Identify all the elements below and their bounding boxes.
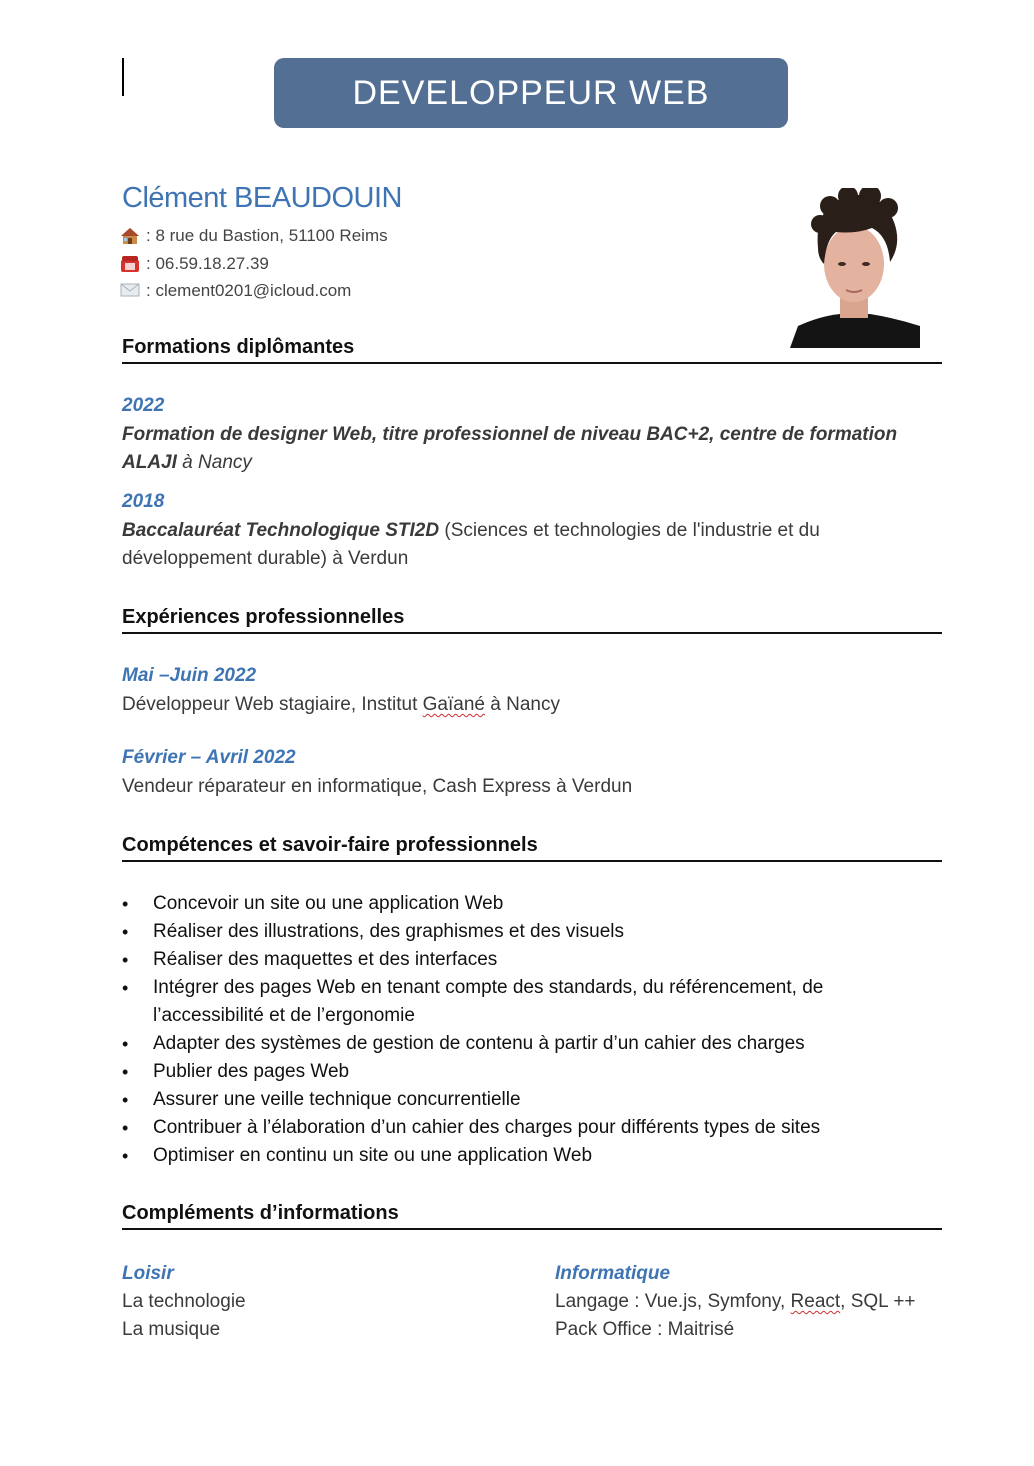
skills-list [122,890,973,1170]
experience-desc-1 [122,691,952,719]
address-line [120,226,388,246]
spellcheck-word: React [790,1291,841,1312]
formation-location-1: à Nancy [176,452,252,473]
loisir-title: Loisir [122,1263,174,1284]
section-complements-title: Compléments d’informations [122,1202,942,1230]
loisir-item-1: La technologie [122,1291,246,1312]
list-item: • Optimiser en continu un site ou une application Web [153,1142,973,1170]
candidate-name: Clément BEAUDOUIN [122,182,402,214]
formation-desc-2 [122,517,952,573]
envelope-icon [120,282,142,300]
section-competences-title: Compétences et savoir-faire professionnels [122,834,942,862]
spellcheck-word: Gaïané [422,694,485,715]
house-icon [120,227,142,245]
list-item: • Intégrer des pages Web en tenant compte des standards, du référencement, de l’accessibilité et de l’ergonomie [153,974,973,1030]
formation-desc-1 [122,421,952,477]
experience-desc-2: Vendeur réparateur en informatique, Cash Express à Verdun [122,776,633,797]
formation-year-2: 2018 [122,491,165,512]
section-formations-title: Formations diplômantes [122,336,942,364]
list-item: • Concevoir un site ou une application Web [153,890,973,918]
experience-location-1: à Nancy [484,694,560,715]
phone-text: : 06.59.18.27.39 [146,254,269,273]
experience-date-1: Mai –Juin 2022 [122,665,257,686]
languages-text: Langage : Vue.js, Symfony, [555,1291,791,1312]
informatique-title: Informatique [555,1263,671,1284]
email-line [120,281,351,301]
list-item: • Réaliser des maquettes et des interfaces [153,946,973,974]
list-item: • Assurer une veille technique concurrentielle [153,1086,973,1114]
phone-line [120,254,269,274]
informatique-languages [555,1288,916,1316]
formation-title-2: Baccalauréat Technologique STI2D [122,520,440,541]
text-cursor [122,58,124,96]
experience-date-2: Février – Avril 2022 [122,747,296,768]
address-text: : 8 rue du Bastion, 51100 Reims [146,226,388,245]
telephone-icon [120,255,142,273]
job-title: DEVELOPPEUR WEB [352,73,710,112]
job-title-banner [274,58,788,128]
section-experiences-title: Expériences professionnelles [122,606,942,634]
informatique-column [555,1260,916,1344]
loisir-column [122,1260,246,1344]
formation-title-1: Formation de designer Web, titre professionnel de niveau BAC+2, centre de formation ALAJI [122,424,898,473]
informatique-office: Pack Office : Maitrisé [555,1319,735,1340]
experience-text-1: Développeur Web stagiaire, Institut [122,694,423,715]
formation-details-2: (Sciences et technologies de l'industrie et du développement durable) à Verdun [122,520,820,569]
list-item: • Adapter des systèmes de gestion de contenu à partir d’un cahier des charges [153,1030,973,1058]
email-text: : clement0201@icloud.com [146,281,352,300]
list-item: • Réaliser des illustrations, des graphismes et des visuels [153,918,973,946]
languages-text-end: , SQL ++ [840,1291,916,1312]
loisir-item-2: La musique [122,1319,221,1340]
list-item: • Publier des pages Web [153,1058,973,1086]
profile-photo [790,188,920,348]
list-item: • Contribuer à l’élaboration d’un cahier des charges pour différents types de sites [153,1114,973,1142]
formation-year-1: 2022 [122,395,165,416]
